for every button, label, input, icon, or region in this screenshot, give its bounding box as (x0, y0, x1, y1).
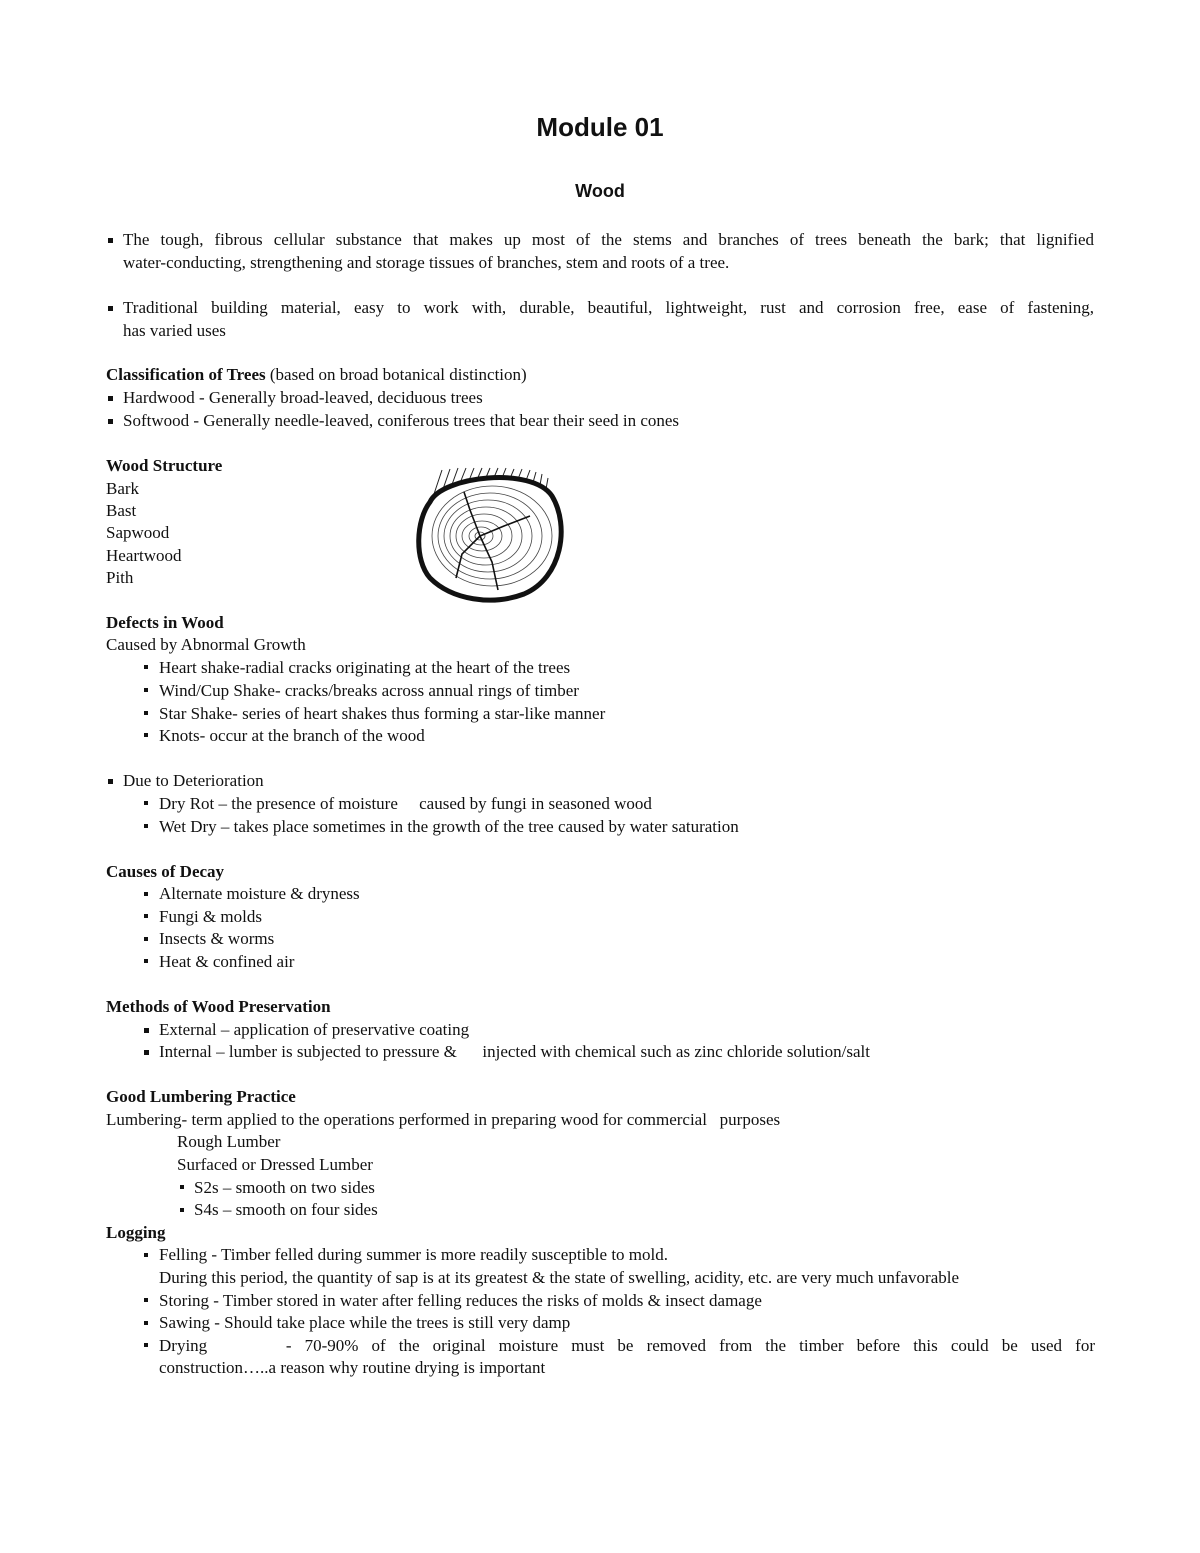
defect-item: Star Shake- series of heart shakes thus forming a star-like manner (159, 704, 606, 723)
bullet-dot (144, 824, 148, 828)
structure-item: Bast (106, 501, 137, 520)
bullet-dot (144, 937, 148, 941)
bullet-square (144, 1050, 149, 1055)
bullet-dot (144, 801, 148, 805)
defect-item: Wind/Cup Shake- cracks/breaks across annual rings of timber (159, 681, 579, 700)
bullet-dot (144, 665, 148, 669)
decay-item: Insects & worms (159, 929, 275, 948)
lumbering-heading: Good Lumbering Practice (106, 1087, 296, 1106)
logging-drying-line-2: construction…..a reason why routine drying is important (159, 1358, 546, 1377)
bullet-dot (144, 1253, 148, 1257)
bullet-dot (144, 733, 148, 737)
defects-heading: Defects in Wood (106, 613, 224, 632)
decay-item: Heat & confined air (159, 952, 295, 971)
lumber-type-rough: Rough Lumber (177, 1132, 281, 1151)
bullet-dot (144, 688, 148, 692)
lumber-surface-item: S4s – smooth on four sides (194, 1200, 378, 1219)
structure-item: Sapwood (106, 523, 170, 542)
deterioration-item: Wet Dry – takes place sometimes in the growth of the tree caused by water saturation (159, 817, 739, 836)
bullet-dot (144, 959, 148, 963)
bullet-square (108, 419, 113, 424)
bullet-square (108, 306, 113, 311)
intro-bullet-2-line-1: Traditional building material, easy to work with, durable, beautiful, lightweight, rust and corrosion free, ease of fastening, (123, 298, 1094, 317)
preservation-item: External – application of preservative coating (159, 1020, 470, 1039)
deterioration-item: Dry Rot – the presence of moisture caused by fungi in seasoned wood (159, 794, 652, 813)
classification-heading-row (106, 364, 527, 386)
structure-item: Bark (106, 479, 140, 498)
intro-bullet-1-line-2: water-conducting, strengthening and storage tissues of branches, stem and roots of a tree. (123, 253, 730, 272)
classification-item: Hardwood - Generally broad-leaved, deciduous trees (123, 388, 483, 407)
logging-drying-line-1: Drying - 70-90% of the original moisture must be removed from the timber before this could be used for (159, 1336, 1095, 1355)
page-subtitle: Wood (575, 181, 625, 201)
defect-item: Heart shake-radial cracks originating at the heart of the trees (159, 658, 571, 677)
structure-item: Heartwood (106, 546, 182, 565)
classification-item: Softwood - Generally needle-leaved, coniferous trees that bear their seed in cones (123, 411, 680, 430)
bullet-dot (144, 1343, 148, 1347)
log-cross-section-icon (412, 466, 572, 606)
intro-bullet-1-line-1: The tough, fibrous cellular substance that makes up most of the stems and branches of trees beneath the bark; that lignified (123, 230, 1094, 249)
logging-storing: Storing - Timber stored in water after felling reduces the risks of molds & insect damage (159, 1291, 762, 1310)
logging-felling-continued: During this period, the quantity of sap is at its greatest & the state of swelling, acidity, etc. are very much unfavorable (159, 1268, 960, 1287)
page-title: Module 01 (536, 112, 664, 142)
defects-subheading: Caused by Abnormal Growth (106, 635, 306, 654)
bullet-square (108, 396, 113, 401)
bullet-dot (144, 914, 148, 918)
classification-heading: Classification of Trees (106, 365, 266, 384)
bullet-dot (144, 711, 148, 715)
decay-item: Fungi & molds (159, 907, 262, 926)
lumber-surface-item: S2s – smooth on two sides (194, 1178, 375, 1197)
logging-heading: Logging (106, 1223, 166, 1242)
decay-heading: Causes of Decay (106, 862, 225, 881)
bullet-dot (144, 1298, 148, 1302)
logging-sawing: Sawing - Should take place while the trees is still very damp (159, 1313, 571, 1332)
logging-felling: Felling - Timber felled during summer is more readily susceptible to mold. (159, 1245, 668, 1264)
intro-bullet-2-line-2: has varied uses (123, 321, 226, 340)
classification-note: (based on broad botanical distinction) (265, 365, 527, 384)
defect-item: Knots- occur at the branch of the wood (159, 726, 425, 745)
bullet-dot (144, 1321, 148, 1325)
bullet-dot (144, 892, 148, 896)
preservation-item: Internal – lumber is subjected to pressure & injected with chemical such as zinc chloride solution/salt (159, 1042, 870, 1061)
decay-item: Alternate moisture & dryness (159, 884, 360, 903)
structure-item: Pith (106, 568, 134, 587)
bullet-square (108, 238, 113, 243)
preservation-heading: Methods of Wood Preservation (106, 997, 331, 1016)
bullet-dot (180, 1185, 184, 1189)
lumber-type-surfaced: Surfaced or Dressed Lumber (177, 1155, 373, 1174)
bullet-square (108, 779, 113, 784)
structure-heading: Wood Structure (106, 456, 223, 475)
deterioration-label: Due to Deterioration (123, 771, 264, 790)
lumbering-definition: Lumbering- term applied to the operations performed in preparing wood for commercial purposes (106, 1110, 781, 1129)
bullet-square (144, 1028, 149, 1033)
bullet-dot (180, 1208, 184, 1212)
